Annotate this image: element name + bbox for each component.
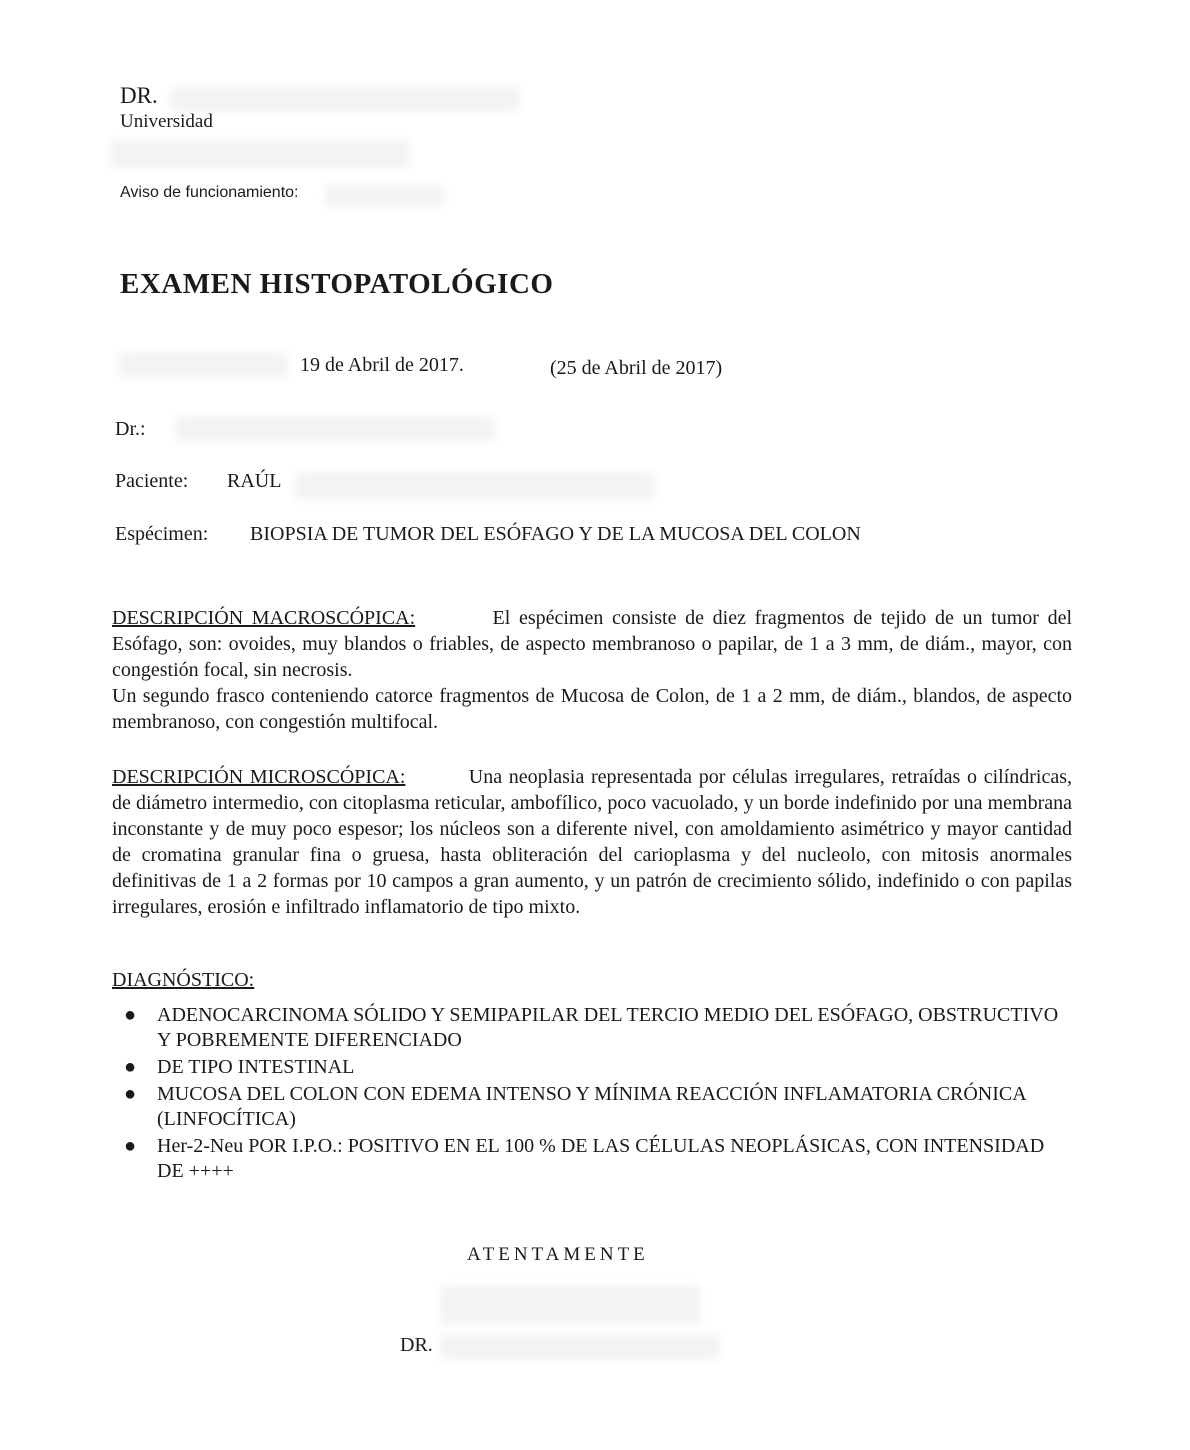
specimen-label: Espécimen: [115,523,209,545]
diagnosis-item: ● MUCOSA DEL COLON CON EDEMA INTENSO Y MÍNIMA REACCIÓN INFLAMATORIA CRÓNICA (LINFOCÍTICA) [124,1083,1026,1130]
report-date: (25 de Abril de 2017) [550,357,723,379]
redaction-signer-name [440,1334,720,1360]
bullet-icon: ● [124,1083,137,1105]
specimen-value: BIOPSIA DE TUMOR DEL ESÓFAGO Y DE LA MUCOSA DEL COLON [250,523,861,545]
diagnosis-item: ● DE TIPO INTESTINAL [124,1056,355,1078]
diagnosis-section [112,968,1072,1186]
micro-text: Una neoplasia representada por células irregulares, retraídas o cilíndricas, de diámetro intermedio, con citoplasma reticular, ambofílico, poco vacuolado, y un borde indefinido por una membrana inconstante y de muy poco espesor; los núcleos son a diferente nivel, con amoldamiento asimétrico y mayor cantidad de cromatina granular fina o gruesa, hasta obliteración del carioplasma y del nucleolo, con mitosis anormales definitivas de 1 a 2 formas por 10 campos a gran aumento, y un patrón de crecimiento sólido, indefinido o con papilas irregulares, erosión e infiltrado inflamatorio de tipo mixto. [112,766,1072,918]
micro-heading: DESCRIPCIÓN MICROSCÓPICA: [112,766,406,788]
redaction-patient-surname [295,472,655,500]
notice-label: Aviso de funcionamiento: [120,184,299,201]
patient-label: Paciente: [115,470,189,492]
header-doctor-prefix: DR. [120,83,158,108]
page-title: EXAMEN HISTOPATOLÓGICO [120,268,554,300]
micro-section [112,764,1072,920]
received-date: 19 de Abril de 2017. [300,354,464,376]
patient-row [115,470,281,493]
specimen-row [115,523,861,546]
diagnosis-heading: DIAGNÓSTICO: [112,969,255,991]
redaction-header-institution [110,140,410,168]
header-institution: Universidad [120,111,213,132]
diagnosis-item: ● Her-2-Neu POR I.P.O.: POSITIVO EN EL 100 % DE LAS CÉLULAS NEOPLÁSICAS, CON INTENSIDAD DE ++++ [124,1135,1045,1182]
diagnosis-item: ● ADENOCARCINOMA SÓLIDO Y SEMIPAPILAR DEL TERCIO MEDIO DEL ESÓFAGO, OBSTRUCTIVO Y POBREMENTE DIFERENCIADO [124,1004,1059,1051]
redaction-signature [440,1285,700,1325]
macro-heading: DESCRIPCIÓN MACROSCÓPICA: [112,607,416,629]
macro-text-2: Un segundo frasco conteniendo catorce fragmentos de Mucosa de Colon, de 1 a 2 mm, de diám., blandos, de aspecto membranoso, con congestión multifocal. [112,685,1072,733]
signer-prefix: DR. [400,1334,433,1356]
bullet-icon: ● [124,1135,137,1157]
bullet-icon: ● [124,1004,137,1026]
diagnosis-list [112,1003,1072,1184]
redaction-header-name [170,86,520,112]
macro-section [112,605,1072,735]
macro-text-1: El espécimen consiste de diez fragmentos de tejido de un tumor del Esófago, son: ovoides, muy blandos o friables, de aspecto membranoso o papilar, de 1 a 3 mm, de diám., mayor, con congestión focal, sin necrosis. [112,607,1073,681]
bullet-icon: ● [124,1056,137,1078]
redaction-notice-number [325,185,445,207]
doctor-row [115,418,146,441]
closing-salutation: ATENTAMENTE [467,1244,649,1265]
patient-name: RAÚL [227,470,282,492]
doctor-label: Dr.: [115,418,146,440]
redaction-doctor-name [175,416,495,442]
redaction-date-place [118,352,288,378]
